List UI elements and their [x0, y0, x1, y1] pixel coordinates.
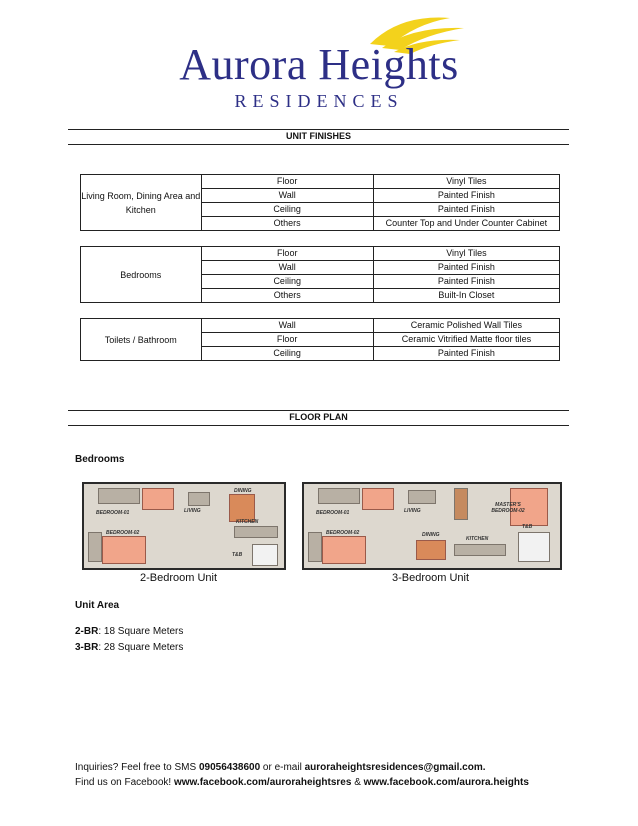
footer-facebook	[75, 775, 529, 790]
finishes-table-bedrooms	[80, 246, 560, 303]
closet	[308, 532, 322, 562]
kitchen-counter	[234, 526, 278, 538]
finish-spec: Painted Finish	[373, 203, 559, 217]
dining-table	[229, 494, 255, 522]
unit-area-key: 3-BR	[75, 642, 99, 653]
room-label: DINING	[234, 488, 252, 494]
bed	[142, 488, 174, 510]
room-label: KITCHEN	[466, 536, 489, 542]
finish-item: Floor	[201, 333, 373, 347]
finish-spec: Counter Top and Under Counter Cabinet	[373, 217, 559, 231]
bed	[362, 488, 394, 510]
logo-subtitle: RESIDENCES	[234, 91, 404, 111]
room-label: LIVING	[184, 508, 201, 514]
finish-item: Wall	[201, 261, 373, 275]
finish-spec: Painted Finish	[373, 189, 559, 203]
room-label: BEDROOM-02	[106, 530, 140, 536]
finish-spec: Ceramic Polished Wall Tiles	[373, 319, 559, 333]
footer-text: Find us on Facebook!	[75, 777, 174, 788]
finishes-table-toilets	[80, 318, 560, 361]
room-label: BEDROOM-02	[326, 530, 360, 536]
finish-item: Floor	[201, 247, 373, 261]
finish-item: Ceiling	[201, 347, 373, 361]
bathroom-fixtures	[252, 544, 278, 566]
finish-item: Ceiling	[201, 275, 373, 289]
finish-spec: Painted Finish	[373, 275, 559, 289]
phone-number[interactable]: 09056438600	[198, 762, 261, 773]
sofa	[188, 492, 210, 506]
finish-item: Floor	[201, 175, 373, 189]
email-link[interactable]: auroraheightsresidences@gmail.com.	[304, 762, 486, 773]
unit-area-3br	[75, 642, 183, 653]
bathroom-fixtures	[518, 532, 550, 562]
facebook-link-2[interactable]: www.facebook.com/aurora.heights	[363, 777, 529, 788]
room-label: T&B	[522, 524, 533, 530]
footer-text: Inquiries? Feel free to SMS	[75, 762, 199, 773]
unit-area-key: 2-BR	[75, 626, 99, 637]
finish-spec: Vinyl Tiles	[373, 175, 559, 189]
finishes-table-living	[80, 174, 560, 231]
finish-item: Wall	[201, 189, 373, 203]
finishes-title: UNIT FINISHES	[285, 131, 351, 141]
closet	[88, 532, 102, 562]
unit-area-heading: Unit Area	[75, 600, 120, 611]
plan-3br-caption: 3-Bedroom Unit	[392, 572, 470, 584]
finish-spec: Painted Finish	[373, 261, 559, 275]
finish-item: Others	[201, 217, 373, 231]
room-label: KITCHEN	[236, 519, 259, 525]
unit-area-2br	[75, 626, 183, 637]
room-label: DINING	[422, 532, 440, 538]
finish-item: Ceiling	[201, 203, 373, 217]
finish-item: Wall	[201, 319, 373, 333]
dining-table	[416, 540, 446, 560]
footer-text: or e-mail	[260, 762, 305, 773]
logo-title: Aurora Heights	[179, 40, 459, 89]
area-label: Toilets / Bathroom	[81, 319, 202, 361]
facebook-link-1[interactable]: www.facebook.com/auroraheightsres	[173, 777, 352, 788]
finish-spec: Painted Finish	[373, 347, 559, 361]
room-label: BEDROOM-01	[96, 510, 130, 516]
floor-plan-3br	[302, 482, 562, 570]
unit-area-value: : 18 Square Meters	[98, 626, 184, 637]
sofa	[408, 490, 436, 504]
room-label: LIVING	[404, 508, 421, 514]
room-label: T&B	[232, 552, 243, 558]
area-label: Living Room, Dining Area and Kitchen	[81, 175, 202, 231]
unit-area-value: : 28 Square Meters	[98, 642, 184, 653]
bed	[102, 536, 146, 564]
finish-item: Others	[201, 289, 373, 303]
finish-spec: Built-In Closet	[373, 289, 559, 303]
bed	[322, 536, 366, 564]
plan-2br-caption: 2-Bedroom Unit	[140, 572, 218, 584]
room-label: MASTER'S BEDROOM-02	[491, 502, 525, 514]
wardrobe	[454, 488, 468, 520]
finish-spec: Ceramic Vitrified Matte floor tiles	[373, 333, 559, 347]
floor-plan-2br	[82, 482, 286, 570]
kitchen-counter	[454, 544, 506, 556]
floorplan-title: FLOOR PLAN	[289, 412, 348, 422]
footer-inquiries	[75, 760, 486, 775]
finish-spec: Vinyl Tiles	[373, 247, 559, 261]
area-label: Bedrooms	[81, 247, 202, 303]
footer-text: &	[351, 777, 364, 788]
bedrooms-heading: Bedrooms	[75, 454, 125, 465]
room-label: BEDROOM-01	[316, 510, 350, 516]
closet	[318, 488, 360, 504]
closet	[98, 488, 140, 504]
